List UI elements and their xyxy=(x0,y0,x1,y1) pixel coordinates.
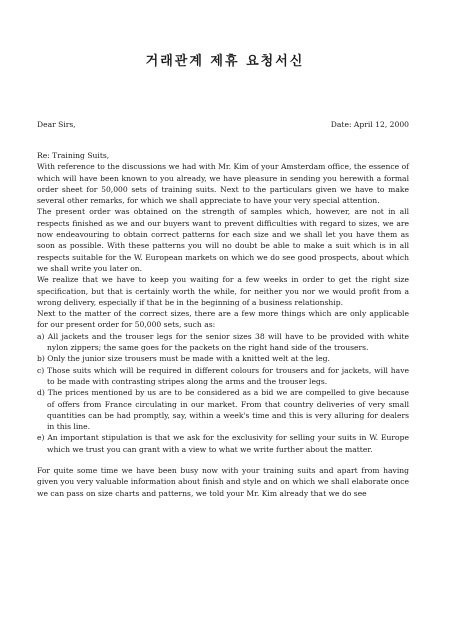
paragraph-4: Next to the matter of the correct sizes, there are a few more things which are only applicable for our present order for 50,000 sets, such as: xyxy=(37,309,409,330)
paragraph-gap xyxy=(37,455,409,465)
header-row xyxy=(37,120,409,134)
salutation: Dear Sirs, xyxy=(37,120,76,129)
subject-line: Re: Training Suits, xyxy=(37,151,110,160)
list-item: a) All jackets and the trouser legs for the senior sizes 38 will have to be provided with white nylon zippers; the same goes for the packets on the right hand side of the trousers. xyxy=(37,331,409,353)
paragraph-2: The present order was obtained on the strength of samples which, however, are not in all respects finished as we and our buyers want to prevent difficulties with regard to sizes, we are now endeavouring to obtain correct patterns for each size and we shall let you have them as soon as possible. With these patterns you will no doubt be able to make a suit which is in all respects suitable for the W. European markets on which we do see good prospects, about which we shall write you later on. xyxy=(37,207,409,273)
requirements-list xyxy=(37,331,409,455)
paragraph-1: With reference to the discussions we had with Mr. Kim of your Amsterdam office, the essence of which will have been known to you already, we have pleasure in sending you herewith a formal order sheet for 50,000 sets of training suits. Next to the particulars given we have to make several other remarks, for which we shall appreciate to have your very special attention. xyxy=(37,162,409,206)
list-item: d) The prices mentioned by us are to be considered as a bid we are compelled to give because of offers from France circulating in our market. From that country deliveries of very small quantities can be had promptly, say, within a week's time and this is very alluring for dealers in this line. xyxy=(37,388,409,432)
list-item: e) An important stipulation is that we ask for the exclusivity for selling your suits in W. Europe which we trust you can grant with a view to what we write further about the matter. xyxy=(37,433,409,454)
list-item: b) Only the junior size trousers must be made with a knitted welt at the leg. xyxy=(37,354,330,364)
letter-body xyxy=(37,150,409,499)
list-item: c) Those suits which will be required in different colours for trousers and for jackets, will have to be made with contrasting stripes along the arms and the trouser legs. xyxy=(37,365,409,386)
letter-date: Date: April 12, 2000 xyxy=(330,120,409,129)
paragraph-3: We realize that we have to keep you waiting for a few weeks in order to get the right size specification, but that is certainly worth the while, for neither you nor we would profit from a wrong delivery, especially if that be in the beginning of a business relationship. xyxy=(37,275,409,307)
document-title: 거래관계 제휴 요청서신 xyxy=(145,54,305,69)
paragraph-5: For quite some time we have been busy now with your training suits and apart from having given you very valuable information about finish and style and on which we shall elaborate once we can pass on size charts and patterns, we told your Mr. Kim already that we do see xyxy=(37,466,409,498)
